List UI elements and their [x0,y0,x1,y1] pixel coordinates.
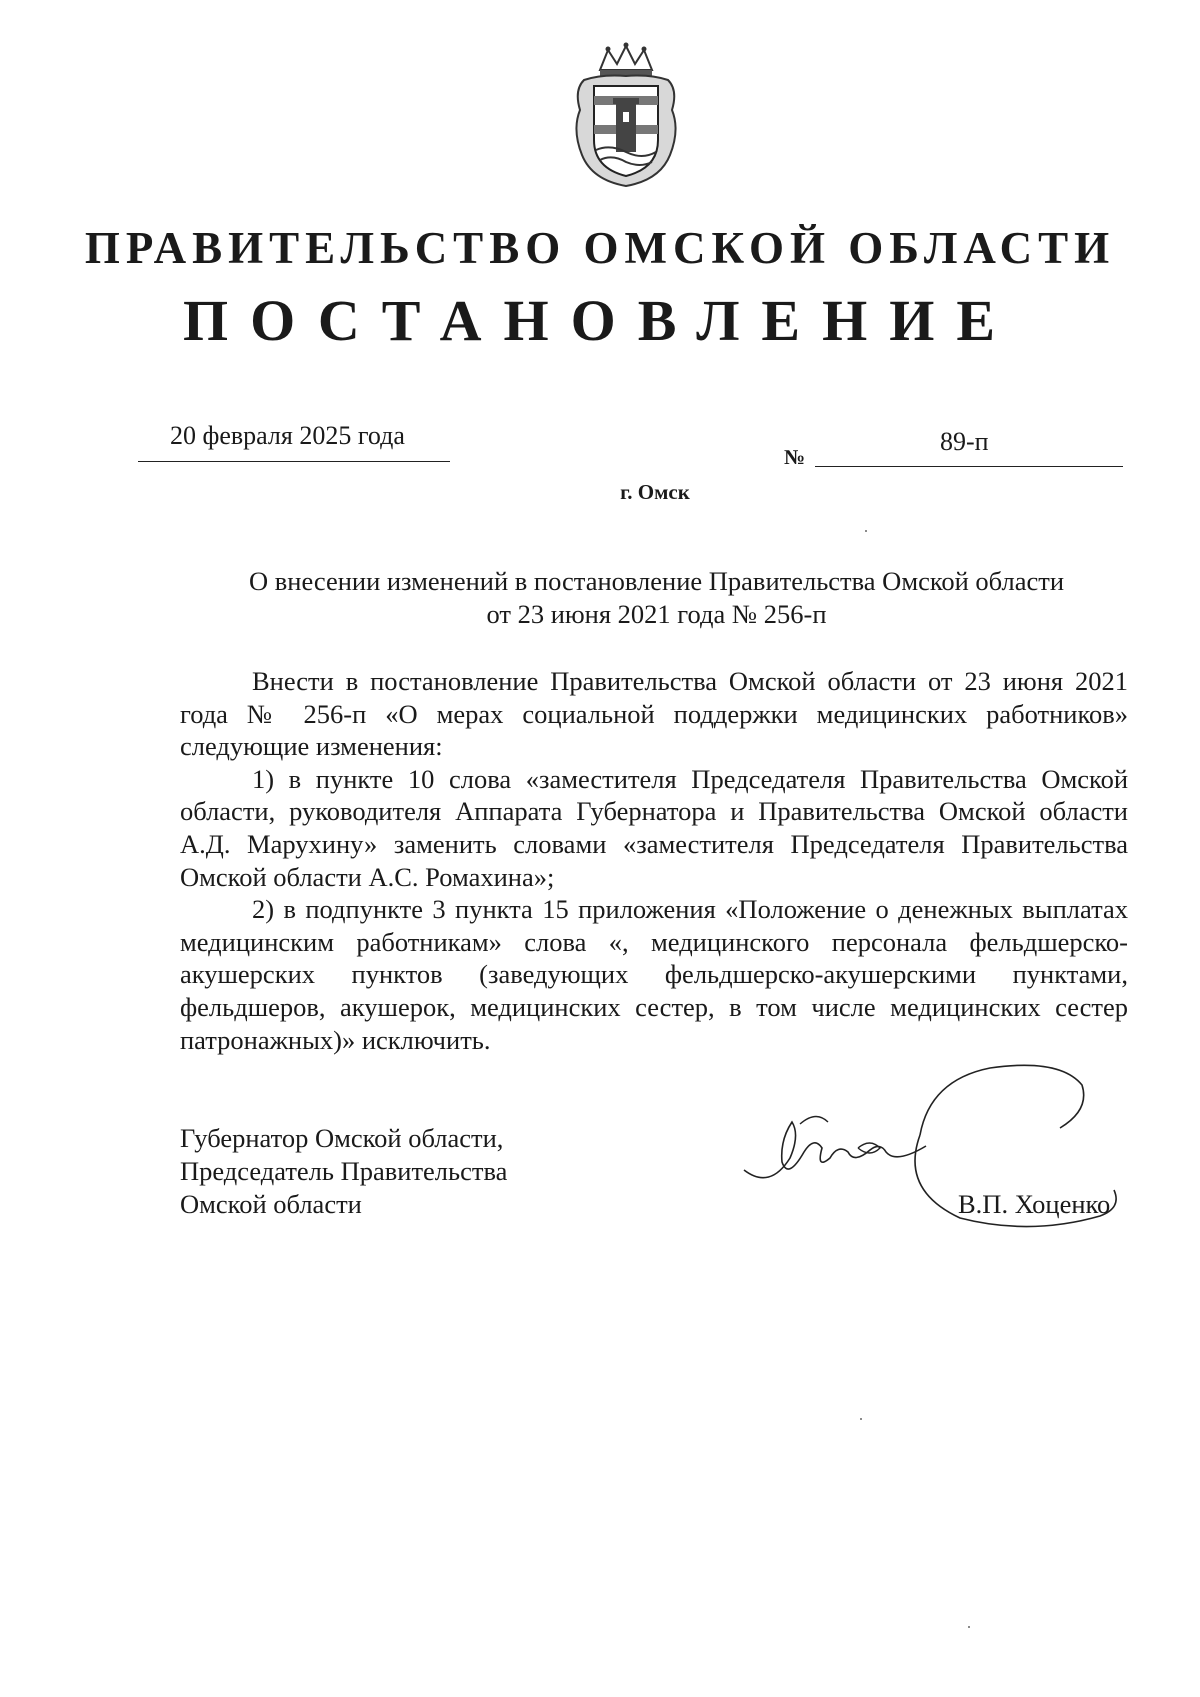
signer-position-line: Председатель Правительства [180,1156,508,1186]
number-underline [815,466,1123,467]
document-type-title: ПОСТАНОВЛЕНИЕ [182,288,1018,353]
signer-position [180,1122,507,1221]
document-subject [140,565,1173,631]
subject-line: от 23 июня 2021 года № 256-п [486,599,827,629]
scan-speck [865,530,867,532]
document-city: г. Омск [620,480,690,504]
body-paragraph: 1) в пункте 10 слова «заместителя Председателя Правительства Омской области, руководителя Аппарата Губернатора и Правительства Омской области А.Д. Марухину» заменить словами «заместителя Председателя Правительства Омской области А.С. Ромахина»; [180,763,1128,892]
organization-title: ПРАВИТЕЛЬСТВО ОМСКОЙ ОБЛАСТИ [84,223,1116,273]
signer-position-line: Губернатор Омской области, [180,1123,504,1153]
coat-of-arms-emblem [570,40,682,190]
body-paragraph: 2) в подпункте 3 пункта 15 приложения «Положение о денежных выплатах медицинским работникам» слова «, медицинского персонала фельдшерско-акушерских пунктов (заведующих фельдшерско-акушерскими пунктами, фельдшеров, акушерок, медицинских сестер, в том числе медицинских сестер патронажных)» исключить. [180,894,1128,1055]
signer-name: В.П. Хоценко [958,1189,1111,1219]
subject-line: О внесении изменений в постановление Правительства Омской области [248,566,1065,596]
scan-speck [860,1418,862,1420]
number-sign: № [784,445,806,469]
body-paragraph: Внести в постановление Правительства Омской области от 23 июня 2021 года № 256-п «О мерах социальной поддержки медицинских работников» следующие изменения: [180,666,1128,762]
scan-speck [968,1626,970,1628]
signer-position-line: Омской области [180,1189,362,1219]
document-number: 89-п [940,427,989,456]
document-date: 20 февраля 2025 года [170,421,405,450]
date-underline [138,461,450,462]
document-body [180,665,1128,1056]
